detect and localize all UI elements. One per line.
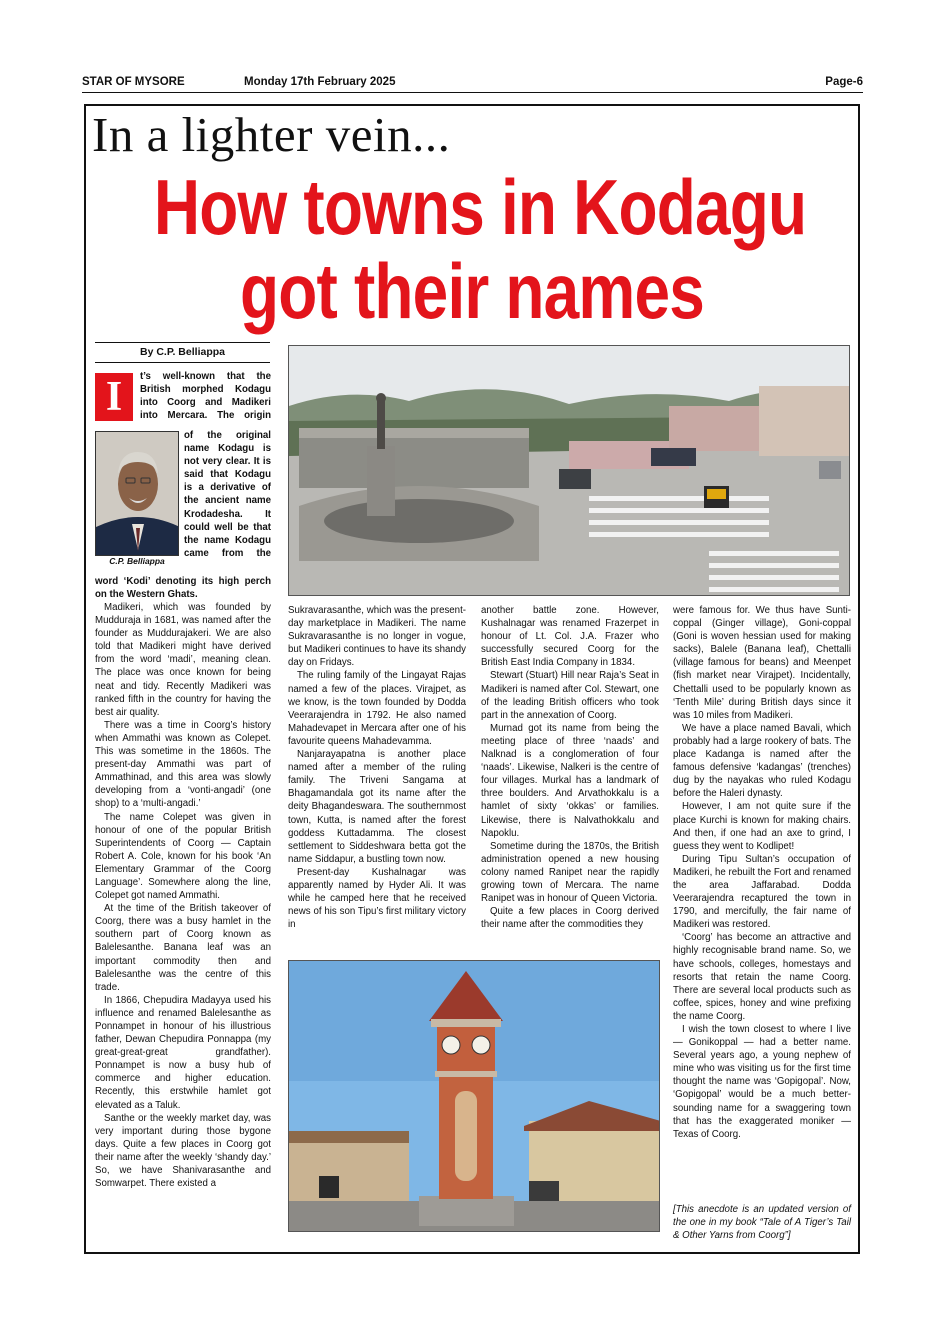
lead_narrow_lines-line: could well be that: [184, 521, 271, 533]
page-number: Page-6: [825, 76, 863, 88]
drop-cap: I: [95, 373, 133, 421]
lead_narrow_lines-line: is a derivative of: [184, 482, 271, 494]
byline-rule-bottom: [95, 362, 270, 363]
paragraph: I wish the town closest to where I live — Gonikoppal — had a better name. Several years ago, a young nephew of mine who was visiting us for the first time thought the name was ‘Gopigopal’. Now, ‘Gopigopal’ would be a much better-sounding name for a swaggering town that has the exaggerated moniker — Texas of Coorg.: [673, 1024, 851, 1140]
lead_narrow_lines-line: the ancient name: [184, 495, 271, 507]
article-footnote: [This anecdote is an updated version of the one in my book “Tale of A Tiger’s Tail & Other Yarns from Coorg”]: [673, 1204, 851, 1242]
paragraph: Madikeri, which was founded by Mudduraja in 1681, was named after the founder as Muddurajakeri. We are also told that Madikeri might have derived from the word ‘madi’, meaning clean. The place was once known for being neat and tidy. Recently Madikeri was ranked fifth in the country for having the best air quality.: [95, 602, 271, 718]
paragraph: During Tipu Sultan’s occupation of Madikeri, he rebuilt the Fort and renamed the area Jaffarabad. Dodda Veerarajendra recaptured the town in 1790, and mercifully, the fair name of Madikeri was restored.: [673, 853, 851, 931]
lead_lines-line: into Mercara. The origin: [140, 410, 271, 422]
lead-paragraph-narrow: [184, 429, 271, 560]
byline-rule-top: [95, 342, 270, 343]
publication-name: STAR OF MYSORE: [82, 76, 185, 88]
lead_narrow_lines-line: said that Kodagu: [184, 469, 271, 481]
article-column-4: [673, 604, 851, 1141]
paragraph: Santhe or the weekly market day, was very important during those bygone days. Quite a few places in Coorg got their name after the weekly ‘shandy day.’ So, we have Shanivarasanthe and Somwarpet. There existed a: [95, 1112, 271, 1190]
author-portrait-image: [96, 432, 179, 556]
lead-paragraph-tail: word ‘Kodi’ denoting its high perch on the Western Ghats.: [95, 576, 271, 601]
lead_narrow_lines-line: the name Kodagu: [184, 534, 271, 546]
portrait-caption: C.P. Belliappa: [109, 556, 165, 566]
clock-tower-photo: [288, 960, 660, 1232]
article-column-2: [288, 604, 466, 931]
masthead-rule: [82, 92, 863, 93]
lead_narrow_lines-line: came from the: [184, 547, 271, 559]
paragraph: Quite a few places in Coorg derived their name after the commodities they: [481, 906, 659, 931]
paragraph: Sukravarasanthe, which was the present-day marketplace in Madikeri. The name Sukravarasanthe is no longer in vogue, but Madikeri continues to have its shandy day on Fridays.: [288, 605, 466, 669]
paragraph: At the time of the British takeover of Coorg, there was a busy hamlet in the southern part of Coorg known as Balelesanthe. Banana leaf was an important commodity then and Balelesanthe was the centre of this trade.: [95, 903, 271, 993]
byline: By C.P. Belliappa: [139, 346, 225, 358]
lead_lines-line: into Coorg and Madikeri: [140, 397, 271, 409]
article-column-1: [95, 601, 271, 1190]
paragraph: another battle zone. However, Kushalnagar was renamed Frazerpet in honour of Lt. Col. J.A. Frazer who successfully secured Coorg for the British East India Company in 1834.: [481, 605, 659, 669]
paragraph: Present-day Kushalnagar was apparently named by Hyder Ali. It was while he camped here that he received news of his son Tipu’s first military victory in: [288, 866, 466, 931]
issue-date: Monday 17th February 2025: [244, 76, 396, 88]
paragraph: In 1866, Chepudira Madayya used his influence and renamed Balelesanthe as Ponnampet in honour of his illustrious father, Dewan Chepudira Ponnappa (my great-great-great grandfather). Ponnampet is now a busy hub of commerce and higher education. Recently, this erstwhile hamlet got elevated as a Taluk.: [95, 994, 271, 1111]
paragraph: Stewart (Stuart) Hill near Raja’s Seat in Madikeri is named after Col. Stewart, one of the leading British officers who took part in the annexation of Coorg.: [481, 670, 659, 721]
paragraph: Nanjarayapatna is another place named after a member of the ruling family. The Triveni Sangama at Bhagamandala got its name after the deity Bhagandeswara. The southernmost town, Kutta, is named after the forest goddess Kuttadamma. The closest settlement to Siddeshwara betta got the name Siddapur, a bustling town now.: [288, 749, 466, 865]
paragraph: ‘Coorg’ has become an attractive and highly recognisable brand name. So, we have schools, colleges, homestays and resorts that retain the name Coorg. There are several local products such as coffee, spices, honey and wine prefixing the name Coorg.: [673, 932, 851, 1022]
lead_narrow_lines-line: not very clear. It is: [184, 456, 271, 468]
lead-paragraph-top: [140, 370, 271, 422]
lead_narrow_lines-line: of the original: [184, 430, 271, 441]
paragraph: Murnad got its name from being the meeting place of three ‘naads’ and Nalknad is a conglomeration of four ‘naads’. Likewise, Nalkeri is the centre of four villages. Murkal has a landmark of three boulders. And Arvathokkalu is a hamlet of sixty ‘okkas’ or families. Likewise, there is Nalvathokkalu and Napoklu.: [481, 722, 659, 839]
clock-tower-image: [289, 961, 660, 1232]
lead_narrow_lines-line: name Kodagu is: [184, 443, 271, 455]
headline-line-1: How towns in Kodagu: [153, 163, 807, 251]
article-column-3: [481, 604, 659, 931]
masthead: [82, 76, 863, 90]
madikeri-junction-image: [289, 346, 850, 596]
lead_narrow_lines-line: Krodadesha. It: [184, 508, 271, 520]
author-portrait: [95, 431, 179, 556]
paragraph: were famous for. We thus have Sunti-coppal (Ginger village), Goni-coppal (Goni is woven hessian used for making sacks), Balele (Banana leaf), Chettalli (village famous for beans) and Meenpet (fish market near Virajpet). Incidentally, Chettalli used to be popularly known as ‘Tenth Mile’ during British days since it was 10 miles from Madikeri.: [673, 605, 851, 721]
paragraph: There was a time in Coorg’s history when Ammathi was known as Colepet. This was sometime in the 1860s. The present-day Ammathi was part of Ammathinad, and this area was slowly developing from a ‘vonti-angadi’ (one shop) to a ‘multi-angadi.’: [95, 719, 271, 810]
lead_lines-line: t’s well-known that the: [140, 371, 271, 382]
paragraph: However, I am not quite sure if the place Kurchi is known for making chairs. And then, if one had an axe to grind, I guess they went to Kodlipet!: [673, 801, 851, 852]
paragraph: Sometime during the 1870s, the British administration opened a new housing colony named Ranipet near the rapidly growing town of Mercara. The name Ranipet was in honour of Queen Victoria.: [481, 840, 659, 905]
headline-line-2: got their names: [240, 247, 704, 335]
paragraph: The name Colepet was given in honour of one of the popular British Superintendents of Coorg — Captain Robert A. Cole, known for his book ‘An Elementary Grammar of the Coorg Language’. Somewhere along the line, Colepet got named Ammathi.: [95, 811, 271, 902]
kicker: In a lighter vein...: [92, 107, 451, 162]
madikeri-junction-photo: [288, 345, 850, 596]
paragraph: We have a place named Bavali, which probably had a large rookery of bats. The place Kadanga is named after the famous defensive ‘kadangas’ (trenches) dug by the nayakas who ruled Kodagu before the Haleri dynasty.: [673, 722, 851, 800]
lead_lines-line: British morphed Kodagu: [140, 384, 271, 396]
paragraph: The ruling family of the Lingayat Rajas named a few of the places. Virajpet, as we know, is the town founded by Dodda Veerarajendra in 1792. He also named Mahadevapet in Mercara after one of his favourite queens Mahadevamma.: [288, 670, 466, 747]
